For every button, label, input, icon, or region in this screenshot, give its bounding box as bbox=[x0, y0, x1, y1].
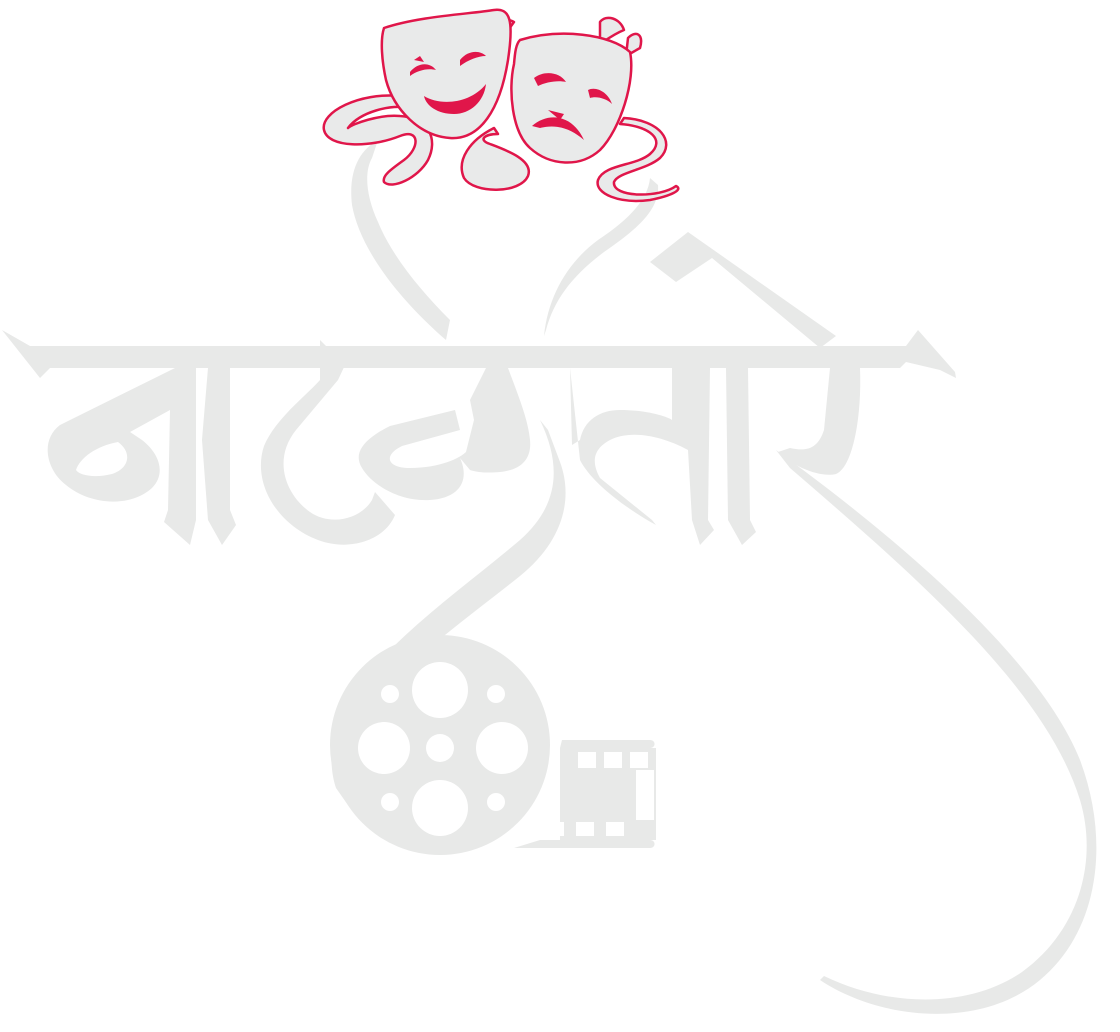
glyph-ta-2 bbox=[570, 368, 714, 545]
devanagari-wordmark bbox=[2, 140, 1096, 1014]
glyph-na bbox=[48, 368, 196, 545]
glyph-aa-matra-2 bbox=[726, 368, 756, 545]
glyph-ka bbox=[359, 368, 530, 500]
theatre-masks-icon bbox=[324, 10, 679, 201]
glyph-ee-hook bbox=[650, 232, 836, 348]
glyph-aa-matra bbox=[202, 368, 236, 545]
glyph-right-sweep bbox=[776, 450, 1096, 1014]
glyph-ra bbox=[778, 368, 860, 475]
film-reel-icon bbox=[330, 635, 550, 855]
